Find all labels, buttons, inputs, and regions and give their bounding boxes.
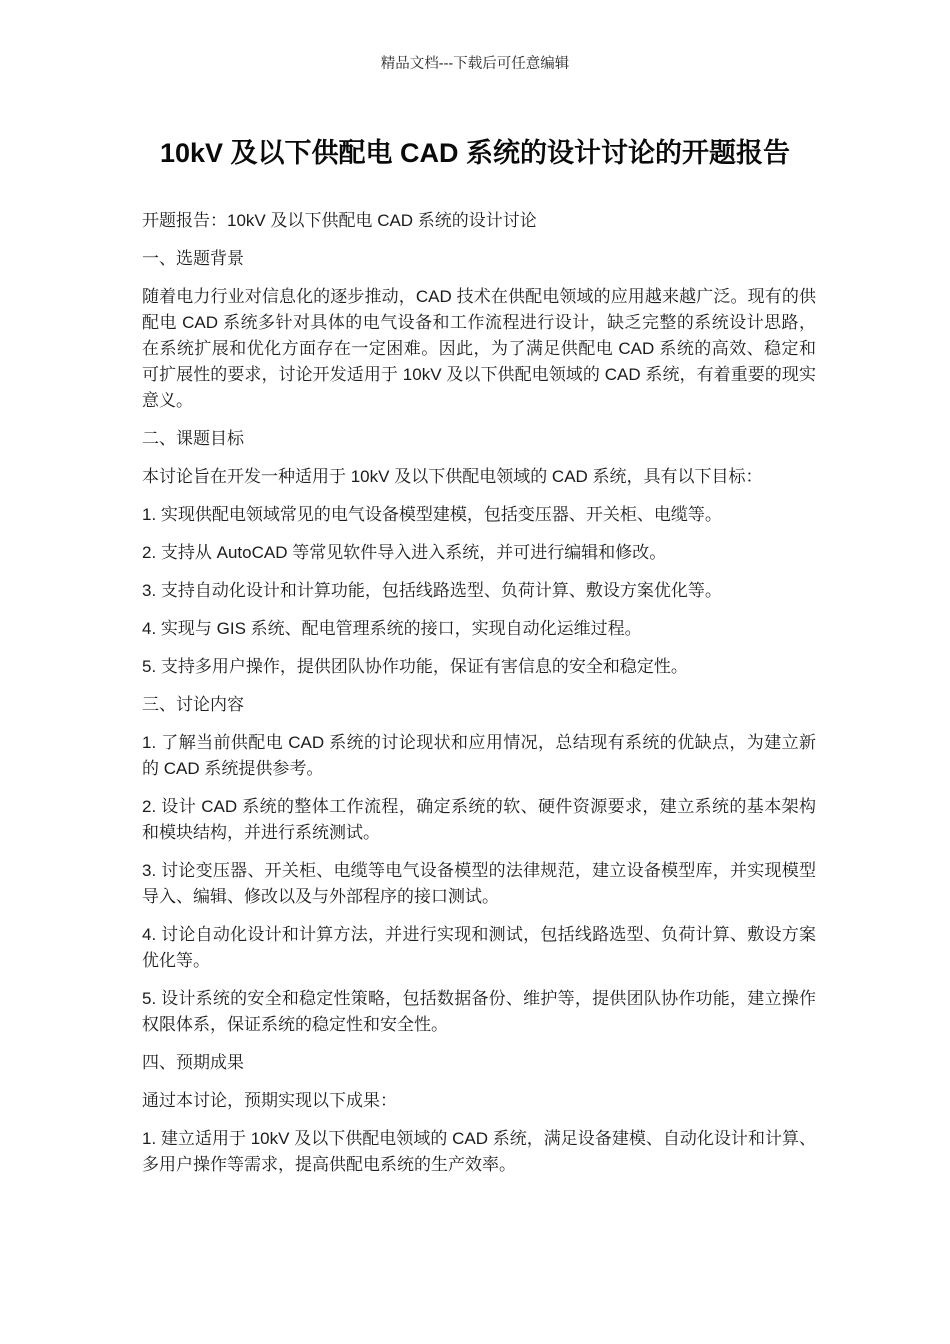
watermark-header-note: 精品文档---下载后可任意编辑	[380, 56, 570, 72]
objective-item-5: 5. 支持多用户操作，提供团队协作功能，保证有害信息的安全和稳定性。	[142, 657, 688, 676]
result-item-1: 1. 建立适用于 10kV 及以下供配电领域的 CAD 系统，满足设备建模、自动化设计和计算、多用户操作等需求，提高供配电系统的生产效率。	[142, 1129, 816, 1174]
objective-item-3: 3. 支持自动化设计和计算功能，包括线路选型、负荷计算、敷设方案优化等。	[142, 581, 722, 600]
document-body	[142, 208, 816, 1178]
paragraph-results-intro: 通过本讨论，预期实现以下成果：	[142, 1091, 397, 1110]
content-item-4: 4. 讨论自动化设计和计算方法，并进行实现和测试，包括线路选型、负荷计算、敷设方案优化等。	[142, 925, 816, 970]
content-item-1: 1. 了解当前供配电 CAD 系统的讨论现状和应用情况，总结现有系统的优缺点，为建立新的 CAD 系统提供参考。	[142, 733, 816, 778]
objective-item-4: 4. 实现与 GIS 系统、配电管理系统的接口，实现自动化运维过程。	[142, 619, 642, 638]
section-heading-results: 四、预期成果	[142, 1053, 244, 1072]
section-heading-objectives: 二、课题目标	[142, 429, 244, 448]
content-item-5: 5. 设计系统的安全和稳定性策略，包括数据备份、维护等，提供团队协作功能，建立操作权限体系，保证系统的稳定性和安全性。	[142, 989, 816, 1034]
report-subtitle: 开题报告：10kV 及以下供配电 CAD 系统的设计讨论	[142, 211, 537, 230]
section-heading-content: 三、讨论内容	[142, 695, 244, 714]
objective-item-1: 1. 实现供配电领域常见的电气设备模型建模，包括变压器、开关柜、电缆等。	[142, 505, 722, 524]
content-item-3: 3. 讨论变压器、开关柜、电缆等电气设备模型的法律规范，建立设备模型库，并实现模型导入、编辑、修改以及与外部程序的接口测试。	[142, 861, 816, 906]
objective-item-2: 2. 支持从 AutoCAD 等常见软件导入进入系统，并可进行编辑和修改。	[142, 543, 667, 562]
document-title: 10kV 及以下供配电 CAD 系统的设计讨论的开题报告	[159, 138, 791, 168]
section-heading-background: 一、选题背景	[142, 249, 244, 268]
paragraph-background: 随着电力行业对信息化的逐步推动，CAD 技术在供配电领域的应用越来越广泛。现有的供配电 CAD 系统多针对具体的电气设备和工作流程进行设计，缺乏完整的系统设计思路，在系统扩展和优化方面存在一定困难。因此，为了满足供配电 CAD 系统的高效、稳定和可扩展性的要求，讨论开发适用于 10kV 及以下供配电领域的 CAD 系统，有着重要的现实意义。	[142, 287, 816, 410]
paragraph-objectives-intro: 本讨论旨在开发一种适用于 10kV 及以下供配电领域的 CAD 系统，具有以下目标：	[142, 467, 763, 486]
content-item-2: 2. 设计 CAD 系统的整体工作流程，确定系统的软、硬件资源要求，建立系统的基本架构和模块结构，并进行系统测试。	[142, 797, 816, 842]
